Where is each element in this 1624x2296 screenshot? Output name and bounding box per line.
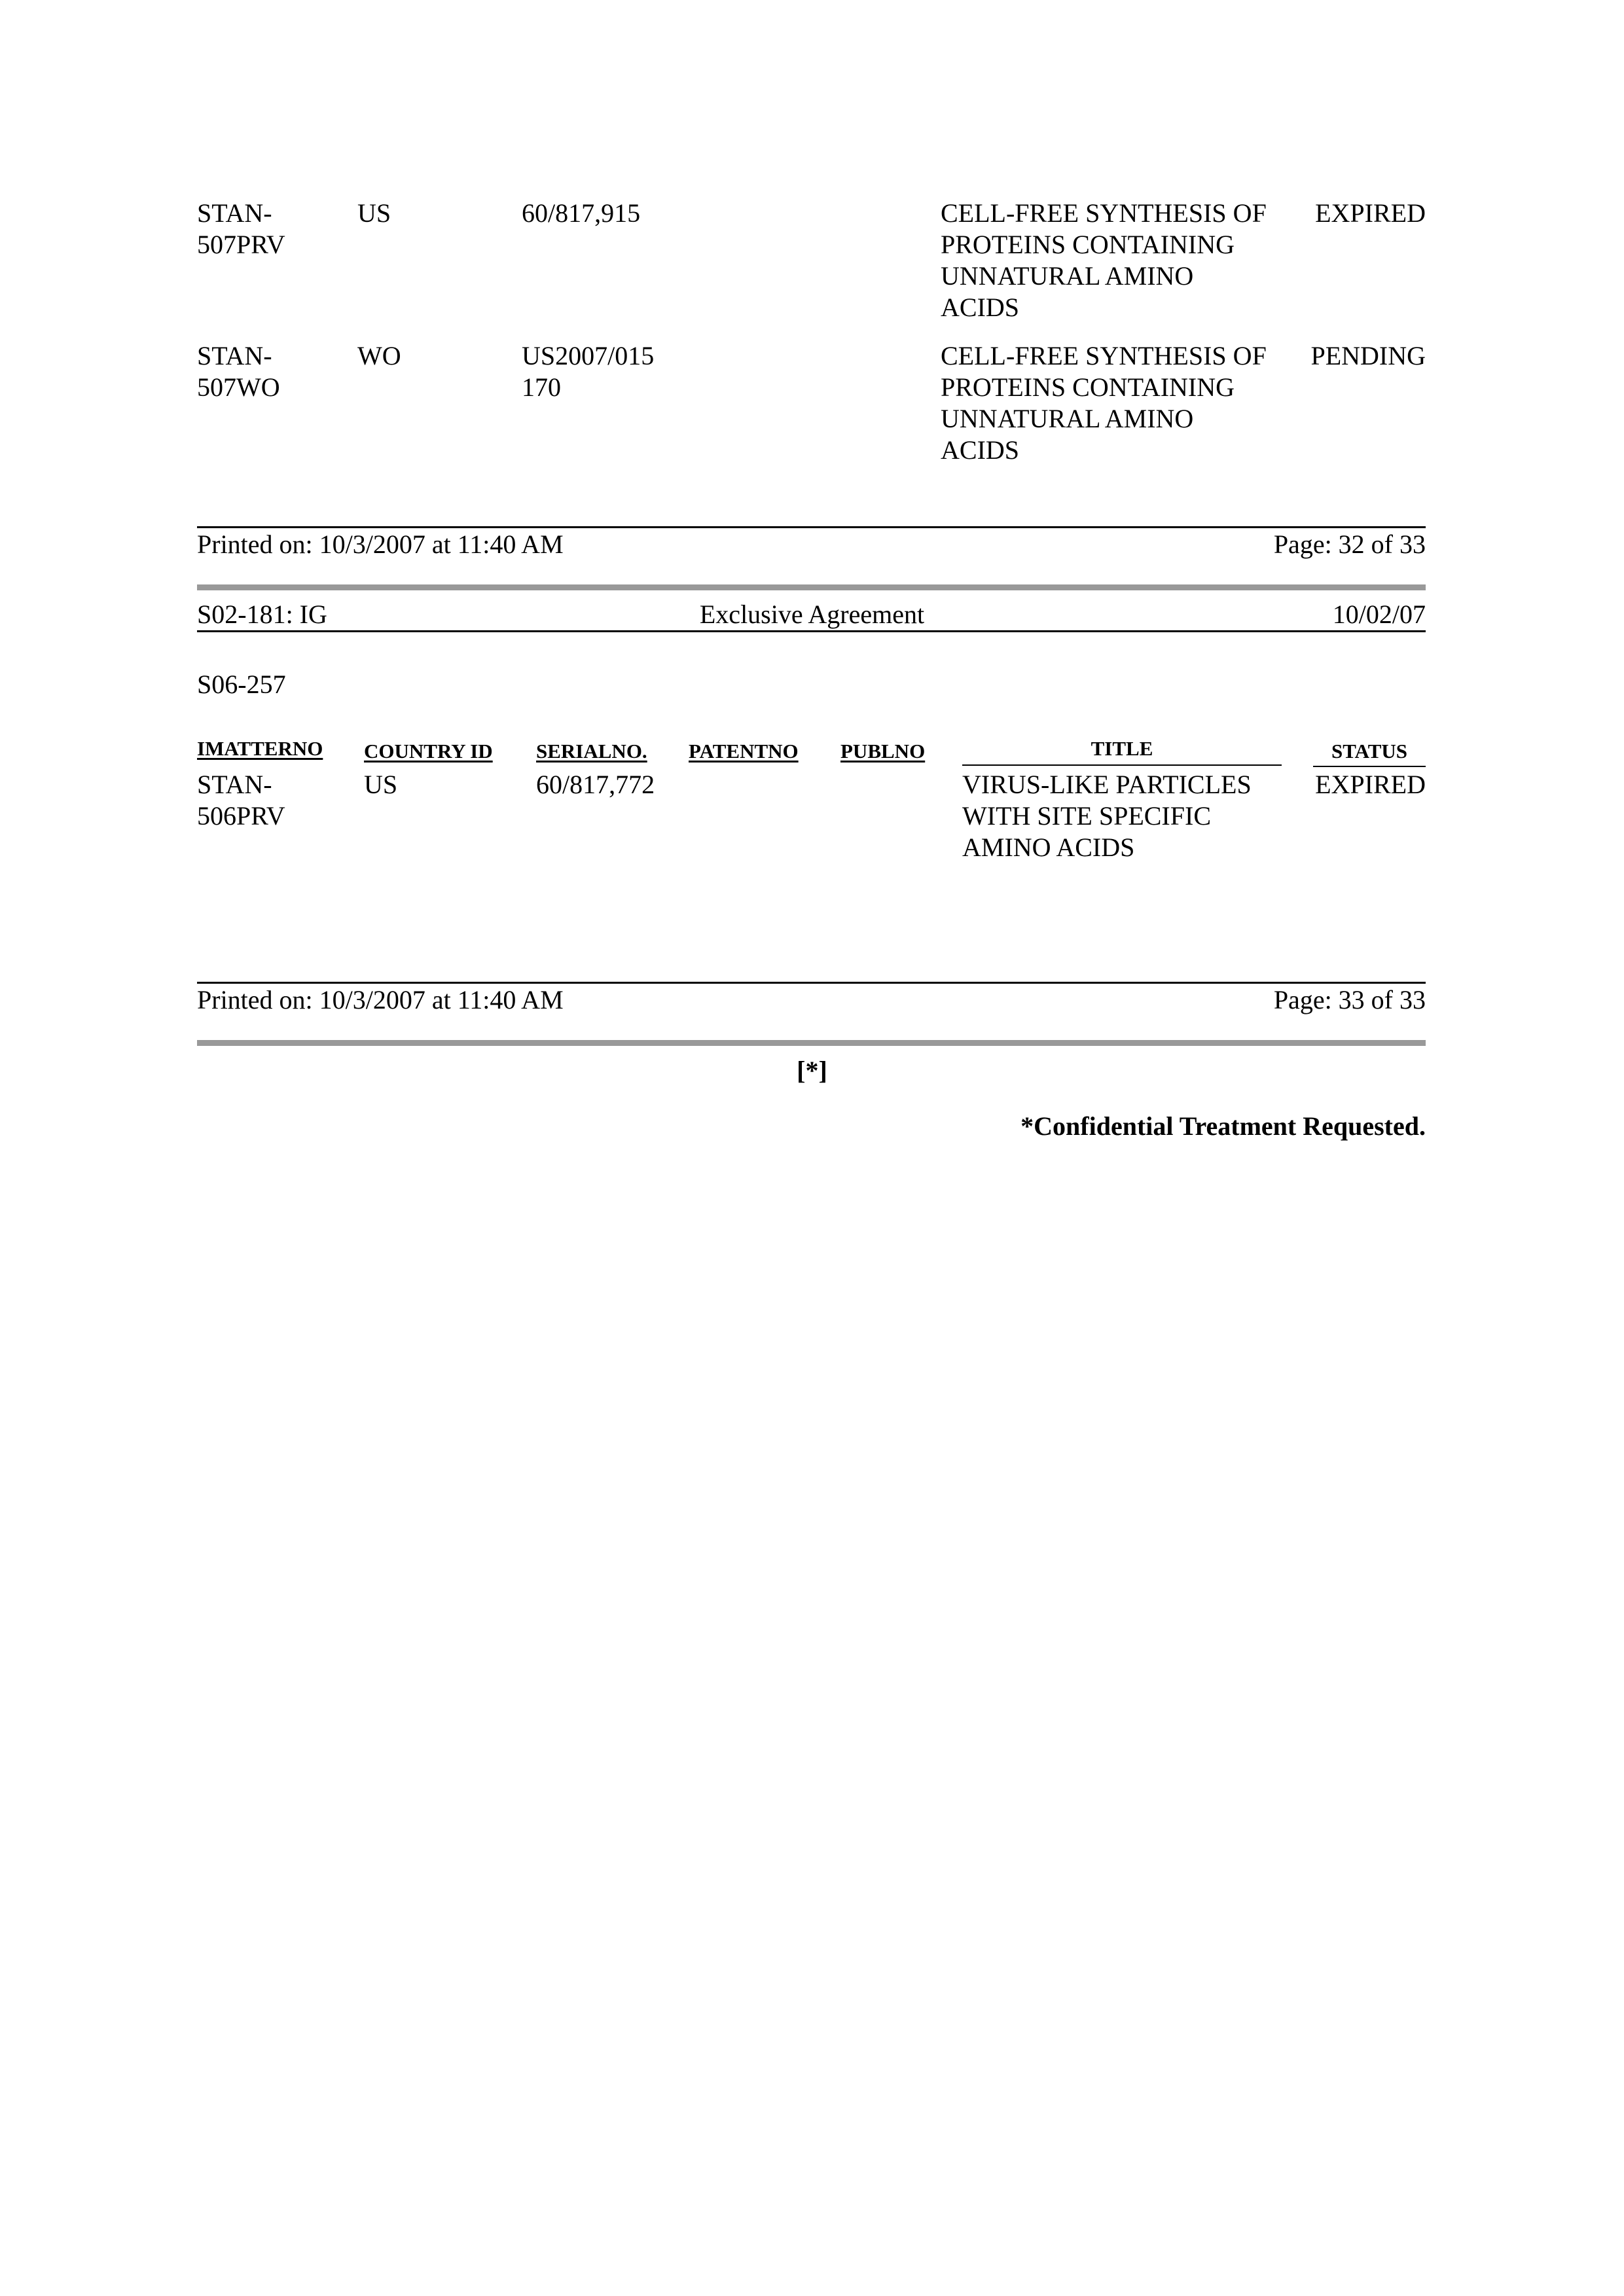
redaction-marker: [*]: [797, 1056, 827, 1085]
header-left-text: S02-181: IG: [197, 600, 327, 629]
serial-cell: 60/817,915: [522, 198, 641, 228]
serial-cell: US2007/015 170: [522, 341, 655, 402]
header-status: STATUS: [1331, 740, 1407, 762]
status-cell: EXPIRED: [1315, 770, 1426, 799]
country-cell: US: [364, 770, 398, 799]
page-number-text: Page: 33 of 33: [1273, 985, 1426, 1014]
header-title: TITLE: [1091, 737, 1153, 760]
header-right-text: 10/02/07: [1332, 600, 1426, 629]
imatterno-cell: STAN- 507WO: [197, 341, 280, 402]
footer-rule: [197, 526, 1426, 528]
header-center-text: Exclusive Agreement: [699, 600, 925, 629]
footer-rule: [197, 982, 1426, 984]
status-cell: PENDING: [1310, 341, 1426, 370]
title-cell: CELL-FREE SYNTHESIS OF PROTEINS CONTAINING UNNATURAL AMINO ACIDS: [941, 198, 1267, 322]
page-end-rule: [197, 1040, 1426, 1046]
serial-cell: 60/817,772: [536, 770, 655, 799]
header-imatterno: IMATTERNO: [197, 737, 323, 760]
header-country-id: COUNTRY ID: [364, 740, 493, 762]
confidential-note: *Confidential Treatment Requested.: [1020, 1111, 1426, 1141]
header-status-underline: [1313, 766, 1426, 767]
title-cell: VIRUS-LIKE PARTICLES WITH SITE SPECIFIC AMINO ACIDS: [962, 770, 1252, 862]
imatterno-cell: STAN- 506PRV: [197, 770, 285, 831]
title-cell: CELL-FREE SYNTHESIS OF PROTEINS CONTAINING UNNATURAL AMINO ACIDS: [941, 341, 1267, 465]
country-cell: WO: [357, 341, 401, 370]
page-number-text: Page: 32 of 33: [1273, 529, 1426, 559]
header-serialno: SERIALNO.: [536, 740, 647, 762]
header-patentno: PATENTNO: [689, 740, 799, 762]
header-rule: [197, 630, 1426, 632]
country-cell: US: [357, 198, 391, 228]
section-code: S06-257: [197, 670, 286, 699]
printed-on-text: Printed on: 10/3/2007 at 11:40 AM: [197, 985, 564, 1014]
header-publno: PUBLNO: [840, 740, 926, 762]
printed-on-text: Printed on: 10/3/2007 at 11:40 AM: [197, 529, 564, 559]
header-title-underline: [962, 764, 1282, 766]
status-cell: EXPIRED: [1315, 198, 1426, 228]
imatterno-cell: STAN- 507PRV: [197, 198, 285, 259]
page-break-rule: [197, 584, 1426, 590]
